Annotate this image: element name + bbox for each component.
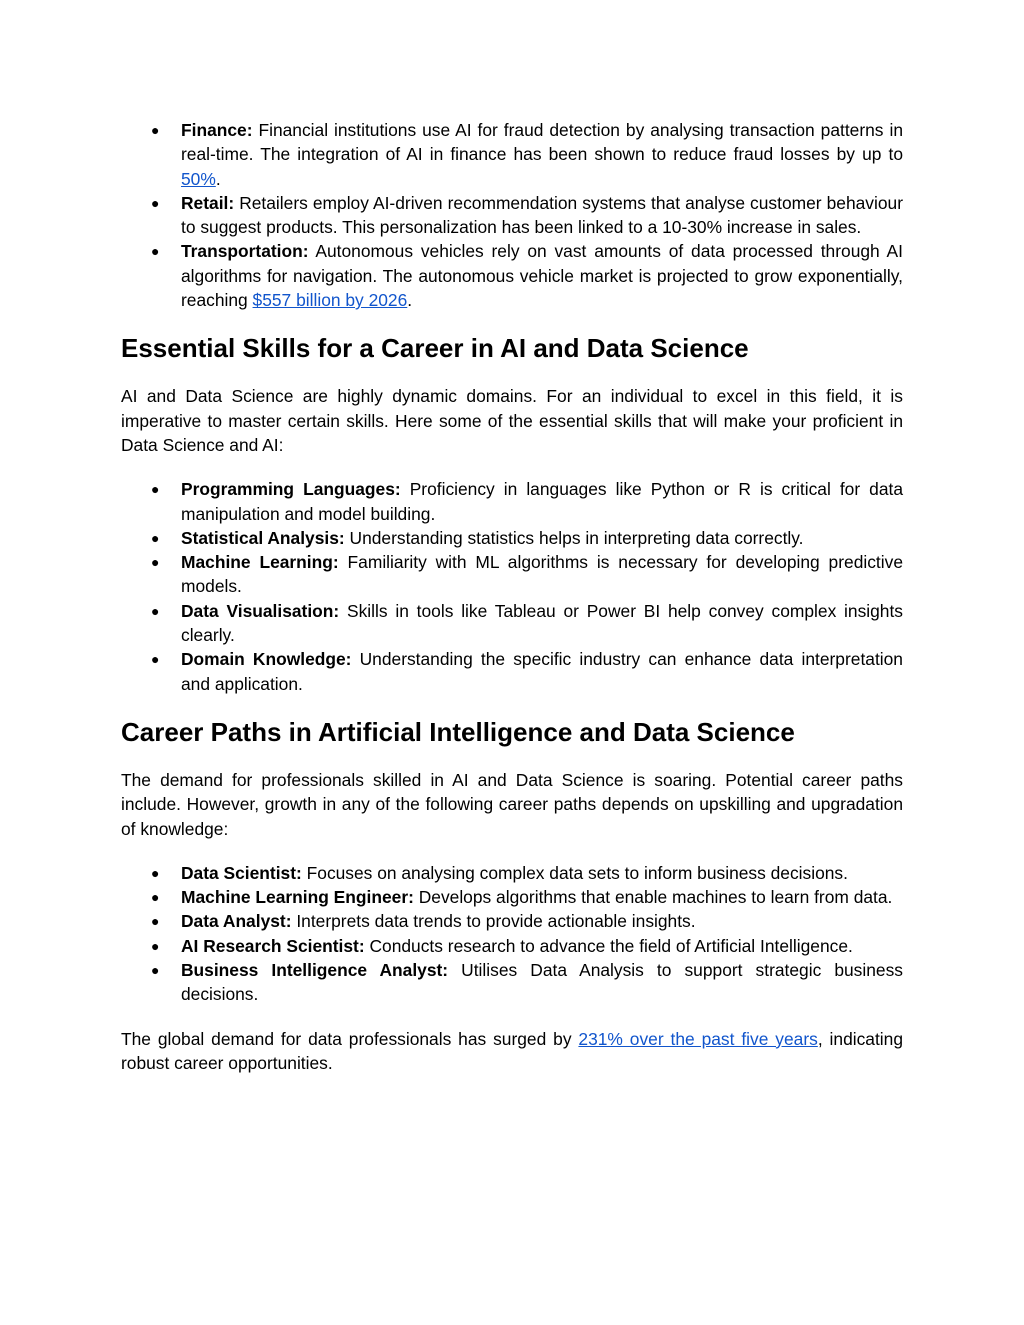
list-item-data-analyst <box>121 909 903 933</box>
text-retail: Retailers employ AI-driven recommendation systems that analyse customer behaviour to suggest products. This personalization has been linked to a 10-30% increase in sales. <box>181 192 903 238</box>
term-statistical: Statistical Analysis: <box>181 527 345 548</box>
list-item-data-scientist <box>121 861 903 885</box>
term-programming: Programming Languages: <box>181 479 401 500</box>
closing-text-before: The global demand for data professionals has surged by <box>121 1028 579 1049</box>
term-data-scientist: Data Scientist: <box>181 862 302 883</box>
bullet-icon: ● <box>151 913 160 930</box>
text-statistical: Understanding statistics helps in interpreting data correctly. <box>344 527 804 548</box>
bullet-icon: ● <box>151 243 160 260</box>
closing-text-after: , indicating robust career opportunities. <box>121 1028 904 1073</box>
term-ml-engineer: Machine Learning Engineer: <box>181 887 414 908</box>
link-231-percent[interactable]: 231% over the past five years <box>578 1028 818 1049</box>
text-finance: Financial institutions use AI for fraud detection by analysing transaction patterns in real-time. The integration of AI in finance has been shown to reduce fraud losses by up to <box>181 120 903 165</box>
term-transportation: Transportation: <box>181 241 309 262</box>
list-item-programming <box>121 477 903 526</box>
text-bi-analyst: Utilises Data Analysis to support strategic business decisions. <box>181 960 903 1005</box>
bullet-icon: ● <box>151 889 160 906</box>
closing-paragraph <box>121 1027 903 1076</box>
term-retail: Retail: <box>181 192 235 213</box>
text-finance-after: . <box>215 168 221 189</box>
list-item-ml-engineer <box>121 885 903 909</box>
term-data-analyst: Data Analyst: <box>181 911 292 932</box>
bullet-icon: ● <box>151 554 160 571</box>
list-item-transportation <box>121 239 903 312</box>
career-list <box>121 861 903 1007</box>
text-data-analyst: Interprets data trends to provide actionable insights. <box>291 911 696 932</box>
text-ml-engineer: Develops algorithms that enable machines to learn from data. <box>413 887 893 908</box>
link-557-billion[interactable]: $557 billion by 2026 <box>252 290 408 311</box>
section-heading-essential-skills: Essential Skills for a Career in AI and Data Science <box>121 333 749 364</box>
bullet-icon: ● <box>151 194 160 211</box>
bullet-icon: ● <box>151 481 160 498</box>
list-item-visualisation <box>121 599 903 648</box>
term-domain-knowledge: Domain Knowledge: <box>181 649 352 670</box>
text-visualisation: Skills in tools like Tableau or Power BI help convey complex insights clearly. <box>181 600 904 646</box>
bullet-icon: ● <box>151 937 160 954</box>
list-item-statistical <box>121 526 903 550</box>
text-machine-learning: Familiarity with ML algorithms is necessary for developing predictive models. <box>181 552 903 597</box>
section-paragraph-career: The demand for professionals skilled in AI and Data Science is soaring. Potential career paths include. However, growth in any of the following career paths depends on upskilling and upgradation of knowledge: <box>121 769 903 839</box>
bullet-icon: ● <box>151 122 160 138</box>
list-item-machine-learning <box>121 550 903 599</box>
term-bi-analyst: Business Intelligence Analyst: <box>181 960 449 981</box>
section-paragraph-skills: AI and Data Science are highly dynamic domains. For an individual to excel in this field, it is imperative to master certain skills. Here some of the essential skills that will make your proficient in Data Science and AI: <box>121 386 903 455</box>
list-item-ai-research-scientist <box>121 934 903 958</box>
text-transportation: Autonomous vehicles rely on vast amounts of data processed through AI algorithms for navigation. The autonomous vehicle market is projected to grow exponentially, reaching <box>181 241 903 311</box>
bullet-icon: ● <box>151 864 160 881</box>
list-item-finance <box>121 118 903 191</box>
bullet-icon: ● <box>151 962 160 979</box>
document-page <box>121 118 903 1075</box>
text-transportation-after: . <box>407 290 413 311</box>
bullet-icon: ● <box>151 651 160 668</box>
industry-list <box>121 118 903 312</box>
list-item-bi-analyst <box>121 958 903 1007</box>
term-finance: Finance: <box>181 120 253 140</box>
skills-list <box>121 477 903 696</box>
text-data-scientist: Focuses on analysing complex data sets to inform business decisions. <box>301 862 848 883</box>
term-visualisation: Data Visualisation: <box>181 600 340 621</box>
term-ai-research-scientist: AI Research Scientist: <box>181 935 365 956</box>
text-programming: Proficiency in languages like Python or R is critical for data manipulation and model building. <box>181 479 903 524</box>
text-domain-knowledge: Understanding the specific industry can enhance data interpretation and application. <box>181 649 903 694</box>
list-item-retail <box>121 191 903 240</box>
bullet-icon: ● <box>151 529 160 546</box>
text-ai-research-scientist: Conducts research to advance the field of Artificial Intelligence. <box>364 935 853 956</box>
term-machine-learning: Machine Learning: <box>181 552 339 573</box>
bullet-icon: ● <box>151 602 160 619</box>
link-50-percent[interactable]: 50% <box>181 168 216 189</box>
section-heading-career-paths: Career Paths in Artificial Intelligence and Data Science <box>121 716 795 747</box>
list-item-domain-knowledge <box>121 647 903 696</box>
